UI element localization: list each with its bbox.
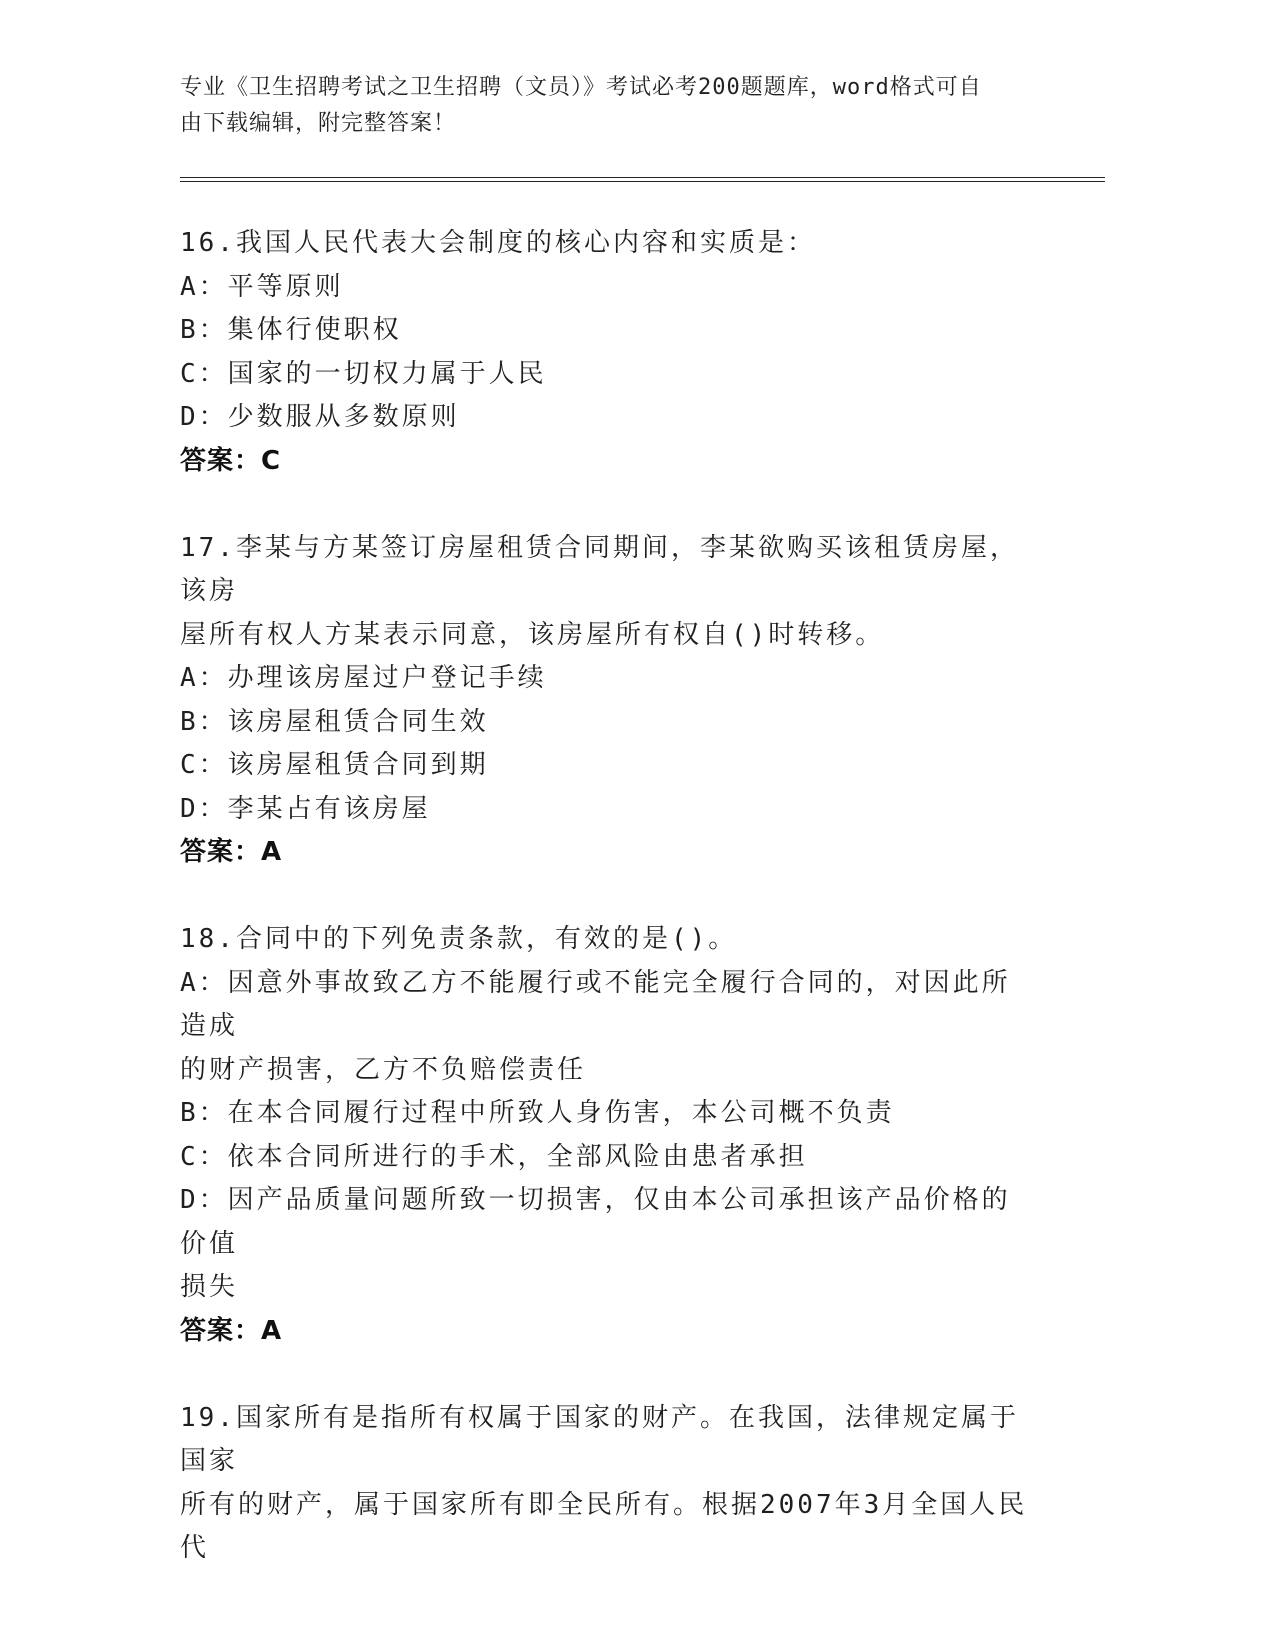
- answer-line: 答案：A: [180, 1315, 283, 1346]
- option-d: D：少数服从多数原则: [180, 402, 460, 432]
- header-line-1: 专业《卫生招聘考试之卫生招聘（文员）》考试必考200题题库，word格式可自: [180, 75, 982, 100]
- question-stem-continued: 屋所有权人方某表示同意，该房屋所有权自()时转移。: [180, 619, 885, 650]
- option-b: B：集体行使职权: [180, 315, 402, 345]
- answer-line: 答案：C: [180, 445, 282, 476]
- option-b: B：在本合同履行过程中所致人身伤害，本公司概不负责: [180, 1098, 895, 1128]
- question-stem: 18.合同中的下列免责条款，有效的是()。: [180, 924, 738, 954]
- answer-line: 答案：A: [180, 837, 283, 867]
- option-c: C：该房屋租赁合同到期: [180, 750, 489, 780]
- option-d: D：因产品质量问题所致一切损害，仅由本公司承担该产品价格的价值: [180, 1185, 1011, 1259]
- document-header: [180, 70, 1060, 142]
- question-list: [180, 222, 1030, 1571]
- header-line-2: 由下载编辑，附完整答案！: [180, 111, 457, 136]
- question-stem-continued: 所有的财产，属于国家所有即全民所有。根据2007年3月全国人民代: [180, 1489, 1028, 1563]
- question-18: [180, 918, 1030, 1353]
- option-c: C：国家的一切权力属于人民: [180, 358, 547, 389]
- option-a: A：因意外事故致乙方不能履行或不能完全履行合同的，对因此所造成: [180, 967, 1011, 1041]
- option-b: B：该房屋租赁合同生效: [180, 706, 489, 737]
- option-a: A：办理该房屋过户登记手续: [180, 663, 547, 693]
- question-stem: 17.李某与方某签订房屋租赁合同期间，李某欲购买该租赁房屋，该房: [180, 532, 1019, 606]
- question-stem: 16.我国人民代表大会制度的核心内容和实质是：: [180, 228, 816, 258]
- header-divider: [180, 177, 1105, 182]
- option-c: C：依本合同所进行的手术，全部风险由患者承担: [180, 1141, 808, 1172]
- option-d-continued: 损失: [180, 1272, 239, 1302]
- question-17: [180, 527, 1030, 875]
- question-stem: 19.国家所有是指所有权属于国家的财产。在我国，法律规定属于国家: [180, 1402, 1019, 1476]
- option-a-continued: 的财产损害，乙方不负赔偿责任: [180, 1054, 587, 1085]
- option-a: A：平等原则: [180, 271, 344, 302]
- option-d: D：李某占有该房屋: [180, 793, 431, 824]
- question-19: [180, 1397, 1030, 1571]
- question-16: [180, 222, 1030, 483]
